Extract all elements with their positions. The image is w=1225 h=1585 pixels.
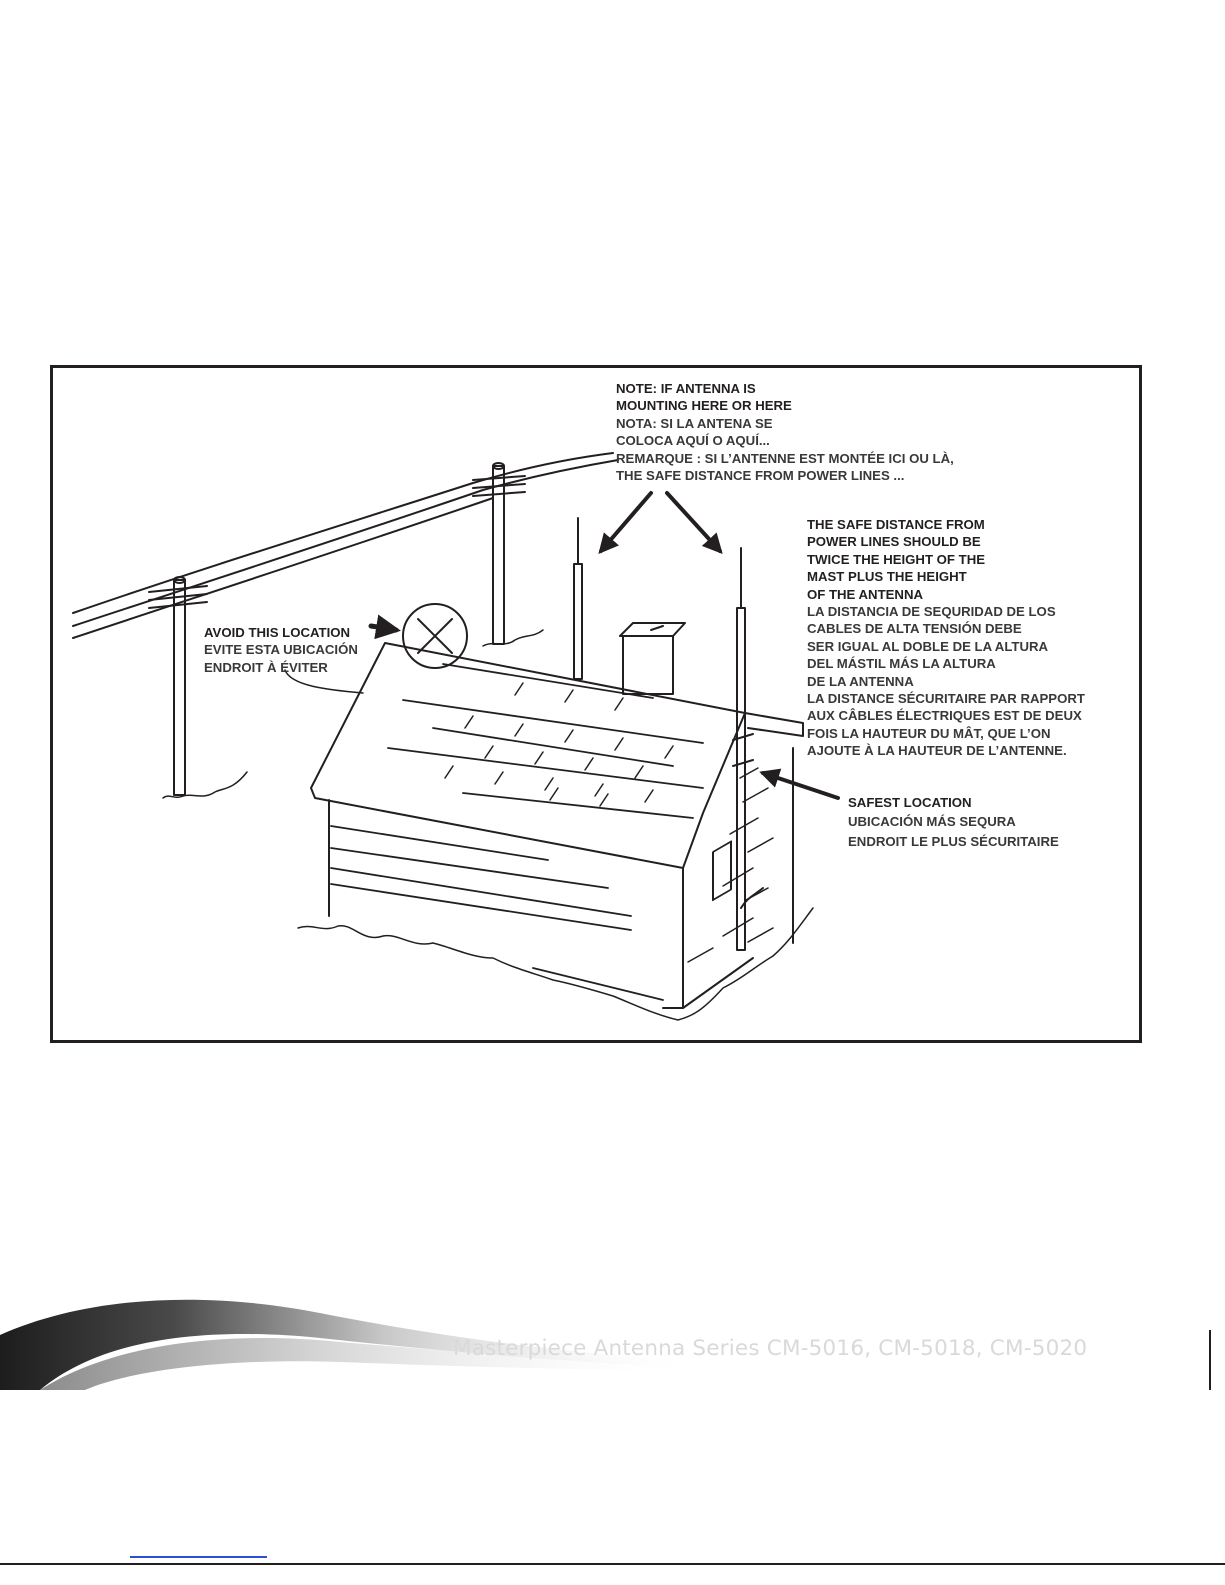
- safe-distance-fr-3: FOIS LA HAUTEUR DU MÂT, QUE L’ON: [807, 725, 1051, 741]
- safe-distance-callout: [807, 516, 1085, 760]
- footer-product-line: Masterpiece Antenna Series CM-5016, CM-5018, CM-5020: [453, 1336, 1088, 1361]
- wall-antenna-safest: [733, 548, 763, 950]
- safe-distance-es-5: DE LA ANTENNA: [807, 673, 914, 689]
- safe-distance-fr-1: LA DISTANCE SÉCURITAIRE PAR RAPPORT: [807, 691, 1085, 707]
- safe-distance-en-1: THE SAFE DISTANCE FROM: [807, 517, 985, 532]
- safest-text-en: SAFEST LOCATION: [848, 795, 972, 810]
- note-text-en-1: NOTE: IF ANTENNA IS: [616, 381, 756, 396]
- left-utility-pole: [149, 577, 247, 798]
- power-lines: [73, 453, 618, 638]
- note-callout: [616, 380, 954, 484]
- bottom-page-rule: [0, 1563, 1225, 1565]
- safest-text-es: UBICACIÓN MÁS SEQURA: [848, 814, 1016, 830]
- safe-distance-en-3: TWICE THE HEIGHT OF THE: [807, 551, 986, 567]
- footer-vertical-rule: [1209, 1330, 1211, 1390]
- safe-distance-en-5: OF THE ANTENNA: [807, 586, 923, 602]
- avoid-marker-icon: [403, 604, 467, 668]
- note-text-es-2: COLOCA AQUÍ O AQUÍ...: [616, 433, 770, 449]
- note-text-fr-1: REMARQUE : SI L’ANTENNE EST MONTÉE ICI OU LÀ,: [616, 450, 954, 466]
- safe-distance-en-4: MAST PLUS THE HEIGHT: [807, 569, 967, 585]
- avoid-text-en: AVOID THIS LOCATION: [204, 625, 351, 640]
- safest-callout: [848, 794, 1059, 850]
- safe-distance-en-2: POWER LINES SHOULD BE: [807, 534, 981, 550]
- avoid-text-es: EVITE ESTA UBICACIÓN: [204, 642, 358, 658]
- roof-antenna-avoid: [574, 518, 582, 679]
- safe-distance-fr-4: AJOUTE À LA HAUTEUR DE L’ANTENNE.: [807, 743, 1067, 759]
- safe-distance-es-4: DEL MÁSTIL MÁS LA ALTURA: [807, 656, 996, 672]
- avoid-callout: [204, 624, 358, 676]
- bottom-link-underline[interactable]: [130, 1556, 267, 1558]
- grass: [298, 908, 813, 1020]
- avoid-text-fr: ENDROIT À ÉVITER: [204, 659, 328, 675]
- chimney: [620, 623, 685, 694]
- avoid-arrow: [371, 626, 396, 630]
- house-walls: [329, 748, 793, 1008]
- note-arrow-right: [667, 493, 720, 551]
- note-text-fr-2: THE SAFE DISTANCE FROM POWER LINES ...: [616, 468, 905, 484]
- note-arrow-left: [601, 493, 651, 551]
- safest-arrow: [763, 773, 838, 798]
- note-text-es-1: NOTA: SI LA ANTENA SE: [616, 415, 773, 431]
- note-text-en-2: MOUNTING HERE OR HERE: [616, 398, 792, 414]
- safe-distance-es-1: LA DISTANCIA DE SEQURIDAD DE LOS: [807, 604, 1056, 620]
- safe-distance-es-3: SER IGUAL AL DOBLE DE LA ALTURA: [807, 638, 1049, 654]
- safe-distance-fr-2: AUX CÂBLES ÉLECTRIQUES EST DE DEUX: [807, 708, 1082, 724]
- safe-distance-es-2: CABLES DE ALTA TENSIÓN DEBE: [807, 621, 1022, 637]
- antenna-safety-figure: [50, 365, 1142, 1043]
- safest-text-fr: ENDROIT LE PLUS SÉCURITAIRE: [848, 833, 1059, 849]
